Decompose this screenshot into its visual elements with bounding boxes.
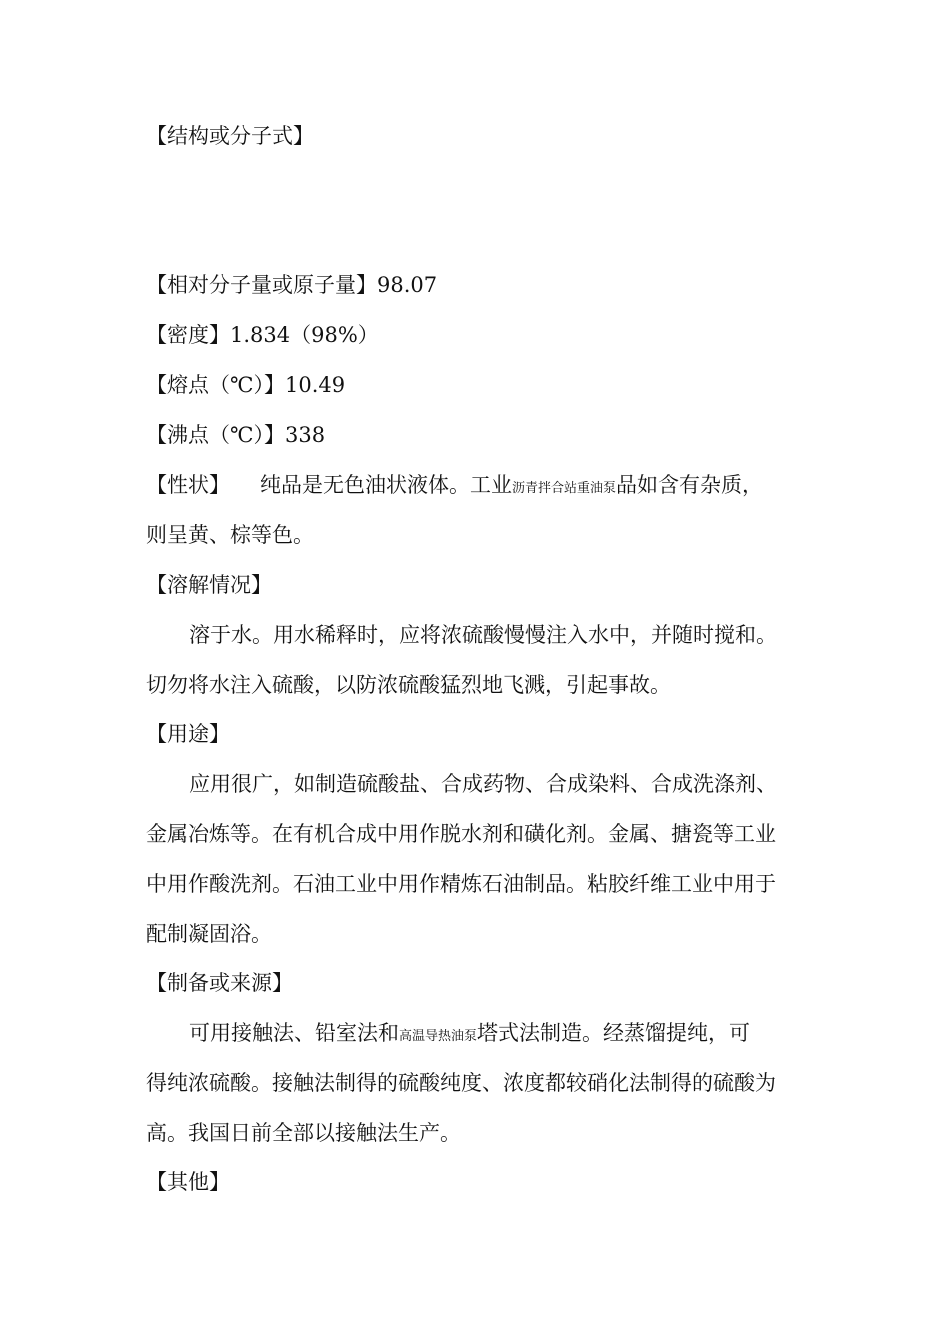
boiling-point-value: 338 (285, 423, 326, 447)
preparation-text-3: 高。我国日前全部以接触法生产。 (146, 1121, 461, 1145)
appearance-heading: 【性状】 (146, 473, 230, 497)
uses-text-3: 中用作酸洗剂。石油工业中用作精炼石油制品。粘胶纤维工业中用于 (146, 872, 776, 896)
preparation-line-2 (146, 1069, 816, 1097)
density-value: 1.834（98%） (230, 323, 379, 347)
uses-text-2: 金属冶炼等。在有机合成中用作脱水剂和磺化剂。金属、搪瓷等工业 (146, 822, 776, 846)
uses-heading-text: 【用途】 (146, 722, 230, 746)
preparation-inserted-text: 高温导热油泵 (399, 1029, 478, 1044)
uses-line-3 (146, 870, 816, 898)
other-heading (146, 1168, 816, 1196)
density-line (146, 321, 816, 349)
solubility-line-2 (146, 671, 816, 699)
solubility-text-1: 溶于水。用水稀释时，应将浓硫酸慢慢注入水中，并随时搅和。 (189, 623, 777, 647)
solubility-text-2: 切勿将水注入硫酸，以防浓硫酸猛烈地飞溅，引起事故。 (146, 673, 671, 697)
uses-text-1: 应用很广，如制造硫酸盐、合成药物、合成染料、合成洗涤剂、 (189, 772, 777, 796)
uses-line-4 (146, 920, 816, 948)
density-heading: 【密度】 (146, 323, 230, 347)
preparation-text-2: 得纯浓硫酸。接触法制得的硫酸纯度、浓度都较硝化法制得的硫酸为 (146, 1071, 776, 1095)
solubility-line-1 (189, 621, 859, 649)
preparation-heading-text: 【制备或来源】 (146, 971, 293, 995)
other-heading-text: 【其他】 (146, 1170, 230, 1194)
structure-heading-text: 【结构或分子式】 (146, 124, 314, 148)
appearance-inserted-text: 沥青拌合站重油泵 (512, 481, 617, 496)
structure-heading (146, 122, 816, 150)
preparation-line-3 (146, 1119, 816, 1147)
appearance-text: 纯品是无色油状液体。工业 (260, 473, 512, 497)
boiling-point-line (146, 421, 816, 449)
preparation-heading (146, 969, 816, 997)
molecular-weight-heading: 【相对分子量或原子量】 (146, 273, 377, 297)
boiling-point-heading: 【沸点（℃）】 (146, 423, 285, 447)
preparation-text-1-after: 塔式法制造。经蒸馏提纯，可 (477, 1021, 751, 1045)
appearance-text-after: 品如含有杂质， (616, 473, 764, 497)
melting-point-value: 10.49 (285, 373, 346, 397)
solubility-heading-text: 【溶解情况】 (146, 573, 272, 597)
preparation-line-1 (189, 1019, 859, 1051)
uses-line-1 (189, 770, 859, 798)
melting-point-heading: 【熔点（℃）】 (146, 373, 285, 397)
uses-heading (146, 720, 816, 748)
molecular-weight-line (146, 271, 816, 299)
appearance-text-2: 则呈黄、棕等色。 (146, 523, 314, 547)
uses-text-4: 配制凝固浴。 (146, 922, 272, 946)
molecular-weight-value: 98.07 (377, 273, 438, 297)
preparation-text-1: 可用接触法、铅室法和 (189, 1021, 399, 1045)
uses-line-2 (146, 820, 816, 848)
appearance-line-2 (146, 521, 816, 549)
solubility-heading (146, 571, 816, 599)
melting-point-line (146, 371, 816, 399)
appearance-line-1 (146, 471, 816, 503)
